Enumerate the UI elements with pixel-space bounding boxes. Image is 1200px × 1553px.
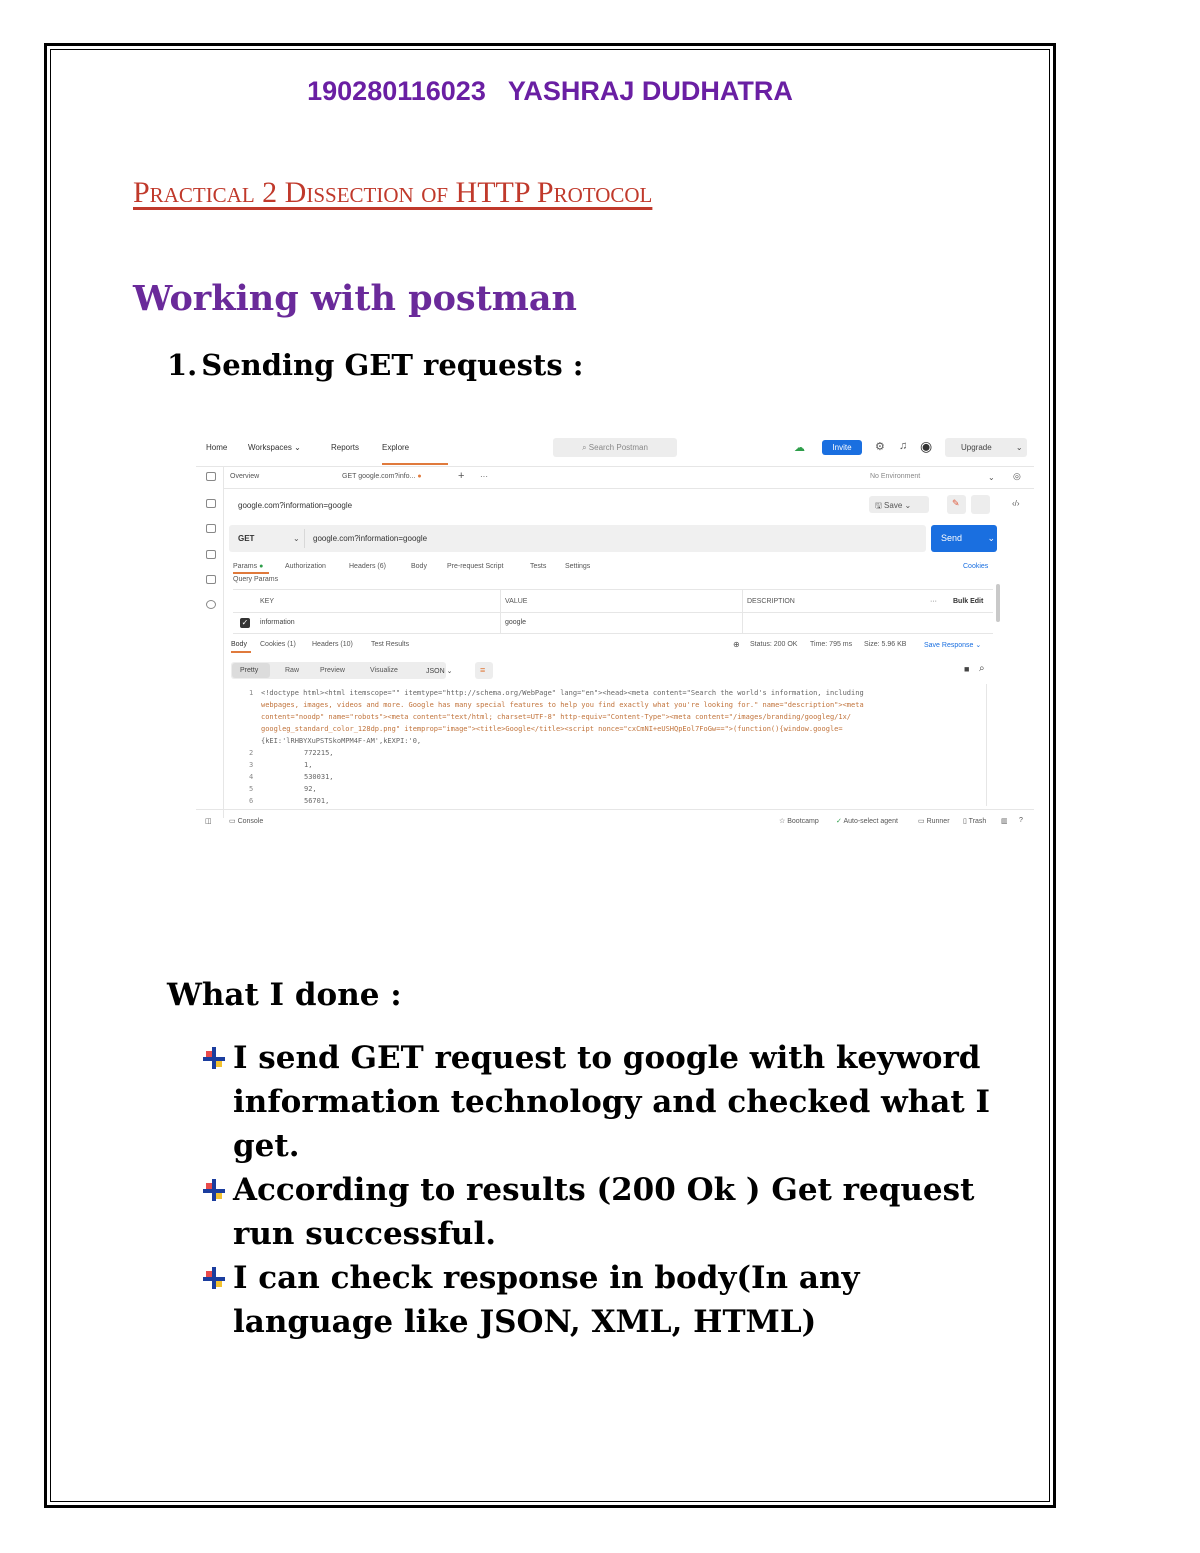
search-icon: ⌕ xyxy=(582,443,587,452)
more-options-icon[interactable]: ··· xyxy=(930,598,937,605)
code-value: 772215, xyxy=(304,749,334,757)
console-button[interactable]: ▭ Console xyxy=(229,818,264,825)
url-separator xyxy=(304,529,305,548)
table-row-border xyxy=(233,633,993,634)
line-number: 5 xyxy=(249,785,254,793)
tabs-divider xyxy=(224,488,1034,489)
bullet-item xyxy=(200,1256,1000,1344)
new-tab-icon[interactable]: + xyxy=(458,470,465,482)
runner-label: Runner xyxy=(926,818,950,825)
code-line: content="noodp" name="robots"><meta content="text/html; charset=UTF-8" http-equiv="Content-Type"><meta content="/images/branding/googleg/1x/ xyxy=(261,713,852,721)
sidebar-toggle-icon[interactable]: ◫ xyxy=(205,818,212,825)
code-value: 92, xyxy=(304,785,317,793)
line-number: 6 xyxy=(249,797,254,805)
chevron-down-icon[interactable]: ⌄ xyxy=(988,473,995,482)
layout-icon[interactable]: ▥ xyxy=(1001,818,1008,825)
column-divider xyxy=(500,589,501,633)
save-response-label: Save Response xyxy=(924,642,974,649)
invite-button[interactable]: Invite xyxy=(822,440,862,455)
tab-overview[interactable]: Overview xyxy=(230,473,260,480)
roll-number: 190280116023 xyxy=(307,76,486,106)
upgrade-button[interactable] xyxy=(945,438,1027,457)
save-response-button[interactable]: Save Response ⌄ xyxy=(924,642,982,649)
pin-bullet-icon xyxy=(200,1045,228,1071)
response-tab-body[interactable]: Body xyxy=(231,641,247,648)
request-name: google.com?information=google xyxy=(238,501,353,510)
eye-icon[interactable]: ◎ xyxy=(1013,471,1021,481)
code-scroll-track xyxy=(986,684,987,806)
format-select[interactable]: JSON ⌄ xyxy=(426,668,453,675)
apis-icon[interactable] xyxy=(206,499,216,508)
step-number: 1. xyxy=(167,348,198,382)
save-text: Save xyxy=(884,501,903,510)
search-input[interactable] xyxy=(553,438,677,457)
tab-params[interactable] xyxy=(233,563,263,570)
tab-tests[interactable]: Tests xyxy=(530,563,547,570)
column-description: DESCRIPTION xyxy=(747,598,795,605)
console-label: Console xyxy=(237,818,264,825)
chevron-down-icon[interactable]: ⌄ xyxy=(293,534,300,543)
documentation-button[interactable] xyxy=(971,495,990,514)
view-tab-preview[interactable]: Preview xyxy=(320,667,345,674)
code-value: 1, xyxy=(304,761,313,769)
save-label: 🖫 Save ⌄ xyxy=(875,501,912,510)
view-tab-raw[interactable]: Raw xyxy=(285,667,300,674)
code-line: webpages, images, videos and more. Google has many special features to help you find exactly what you're looking for." name="description"><meta xyxy=(261,701,864,709)
bullet-text: I send GET request to google with keyword information technology and checked what I get. xyxy=(233,1040,990,1164)
done-heading: What I done : xyxy=(167,977,402,1013)
nav-workspaces[interactable]: Workspaces ⌄ xyxy=(248,443,301,452)
pin-bullet-icon xyxy=(200,1177,228,1203)
globe-icon: ⊕ xyxy=(733,640,740,649)
column-key: KEY xyxy=(260,598,275,605)
chevron-down-icon: ⌄ xyxy=(987,533,996,543)
practical-title: Practical 2 Dissection of HTTP Protocol xyxy=(133,176,653,209)
monitors-icon[interactable] xyxy=(206,575,216,584)
table-top-border xyxy=(233,589,993,590)
sync-icon[interactable]: ☁ xyxy=(794,442,805,454)
send-button[interactable] xyxy=(931,525,997,552)
view-tab-visualize[interactable]: Visualize xyxy=(370,667,398,674)
format-label: JSON xyxy=(426,668,445,675)
nav-home[interactable]: Home xyxy=(206,443,228,452)
code-value: 530031, xyxy=(304,773,334,781)
wrap-lines-icon: ≡ xyxy=(480,665,486,675)
environment-select[interactable]: No Environment xyxy=(870,473,921,480)
help-icon[interactable]: ? xyxy=(1019,817,1023,824)
code-line: {kEI:'lRHBYXuPSTSkoMPM4F-AM',kEXPI:'0, xyxy=(261,737,422,745)
settings-icon[interactable]: ⚙ xyxy=(875,441,885,453)
response-size: Size: 5.96 KB xyxy=(864,641,907,648)
send-label: Send xyxy=(941,533,963,543)
nav-divider xyxy=(196,466,1034,467)
cookies-link[interactable]: Cookies xyxy=(963,563,989,570)
tab-headers[interactable]: Headers (6) xyxy=(349,563,386,570)
collections-icon[interactable] xyxy=(206,472,216,481)
line-number: 2 xyxy=(249,749,254,757)
column-divider xyxy=(742,589,743,633)
section-title: Working with postman xyxy=(133,278,577,319)
check-icon: ✓ xyxy=(836,818,842,825)
nav-workspaces-label: Workspaces xyxy=(248,443,292,452)
avatar[interactable]: ◉ xyxy=(920,438,933,454)
url-input[interactable]: google.com?information=google xyxy=(313,534,428,543)
student-name: YASHRAJ DUDHATRA xyxy=(507,76,793,106)
tab-request-label: GET google.com?info... xyxy=(342,473,416,480)
bullet-list xyxy=(200,1036,1000,1344)
footer-divider xyxy=(196,809,1034,810)
pin-bullet-icon xyxy=(200,1265,228,1291)
edit-icon: ✎ xyxy=(952,498,960,508)
chevron-down-icon: ⌄ xyxy=(1015,443,1023,452)
runner-button[interactable]: ▭ Runner xyxy=(918,818,950,825)
trash-button[interactable]: ▯ Trash xyxy=(963,818,987,825)
bullet-text: According to results (200 Ok ) Get request run successful. xyxy=(233,1172,975,1252)
code-line: <!doctype html><html itemscope="" itemtype="http://schema.org/WebPage" lang="en"><head><meta content="Search the world's information, including xyxy=(261,689,864,697)
tab-params-label: Params xyxy=(233,563,258,570)
body-tab-indicator xyxy=(231,651,251,653)
bulk-edit-button[interactable]: Bulk Edit xyxy=(953,598,984,605)
search-placeholder: Search Postman xyxy=(588,443,648,452)
trash-label: Trash xyxy=(968,818,987,825)
response-tab-cookies[interactable]: Cookies (1) xyxy=(260,641,296,648)
sidebar-divider xyxy=(223,466,224,818)
bootcamp-label: Bootcamp xyxy=(787,818,819,825)
search-icon[interactable]: ⌕ xyxy=(979,663,985,674)
code-value: 56701, xyxy=(304,797,330,805)
table-header-border xyxy=(233,612,993,613)
response-tab-headers[interactable]: Headers (10) xyxy=(312,641,353,648)
postman-screenshot xyxy=(196,432,1034,834)
nav-explore[interactable]: Explore xyxy=(382,443,410,452)
query-params-label: Query Params xyxy=(233,576,279,583)
view-tab-pretty[interactable]: Pretty xyxy=(240,667,259,674)
auto-select-agent-button[interactable] xyxy=(836,817,898,825)
code-line: googleg_standard_color_128dp.png" itemprop="image"><title>Google</title><script nonce="cxCmNI+eUSHQpEol7FoGw==">(function(){window.google= xyxy=(261,725,843,733)
unsaved-dot-icon: ● xyxy=(417,473,422,480)
bullet-item xyxy=(200,1168,1000,1256)
mock-servers-icon[interactable] xyxy=(206,550,216,559)
line-number: 3 xyxy=(249,761,254,769)
response-tab-tests[interactable]: Test Results xyxy=(371,641,410,648)
upgrade-label: Upgrade xyxy=(961,443,992,452)
line-number: 1 xyxy=(249,689,254,697)
more-tabs-icon[interactable]: ··· xyxy=(480,472,488,481)
nav-active-indicator xyxy=(382,463,448,465)
step-heading xyxy=(167,348,583,382)
bullet-item xyxy=(200,1036,1000,1168)
tab-authorization[interactable]: Authorization xyxy=(285,563,326,570)
step-title: Sending GET requests : xyxy=(201,348,584,382)
params-scrollbar[interactable] xyxy=(996,584,1000,622)
param-value[interactable]: google xyxy=(505,619,527,626)
tab-body[interactable]: Body xyxy=(411,563,427,570)
nav-reports[interactable]: Reports xyxy=(331,443,360,452)
response-time: Time: 795 ms xyxy=(810,641,853,648)
tab-settings[interactable]: Settings xyxy=(565,563,591,570)
environments-icon[interactable] xyxy=(206,524,216,533)
auto-select-label: Auto-select agent xyxy=(843,818,898,825)
params-active-dot-icon: ● xyxy=(259,563,264,570)
bootcamp-button[interactable]: ☆ Bootcamp xyxy=(779,818,819,825)
response-status: Status: 200 OK xyxy=(750,641,798,648)
history-icon[interactable] xyxy=(206,600,216,609)
student-header xyxy=(0,76,1100,107)
code-icon[interactable]: ‹/› xyxy=(1012,499,1020,508)
tab-prerequest[interactable]: Pre-request Script xyxy=(447,563,504,570)
line-number: 4 xyxy=(249,773,254,781)
param-key[interactable]: information xyxy=(260,619,295,626)
method-select[interactable]: GET xyxy=(238,534,255,543)
bell-icon[interactable]: ♫ xyxy=(899,440,908,452)
column-value: VALUE xyxy=(505,598,528,605)
param-checkbox[interactable]: ✓ xyxy=(241,618,249,627)
params-tab-indicator xyxy=(233,572,269,574)
bullet-text: I can check response in body(In any language like JSON, XML, HTML) xyxy=(233,1260,860,1340)
copy-icon[interactable]: ■ xyxy=(964,664,970,674)
tab-request[interactable] xyxy=(342,473,422,480)
